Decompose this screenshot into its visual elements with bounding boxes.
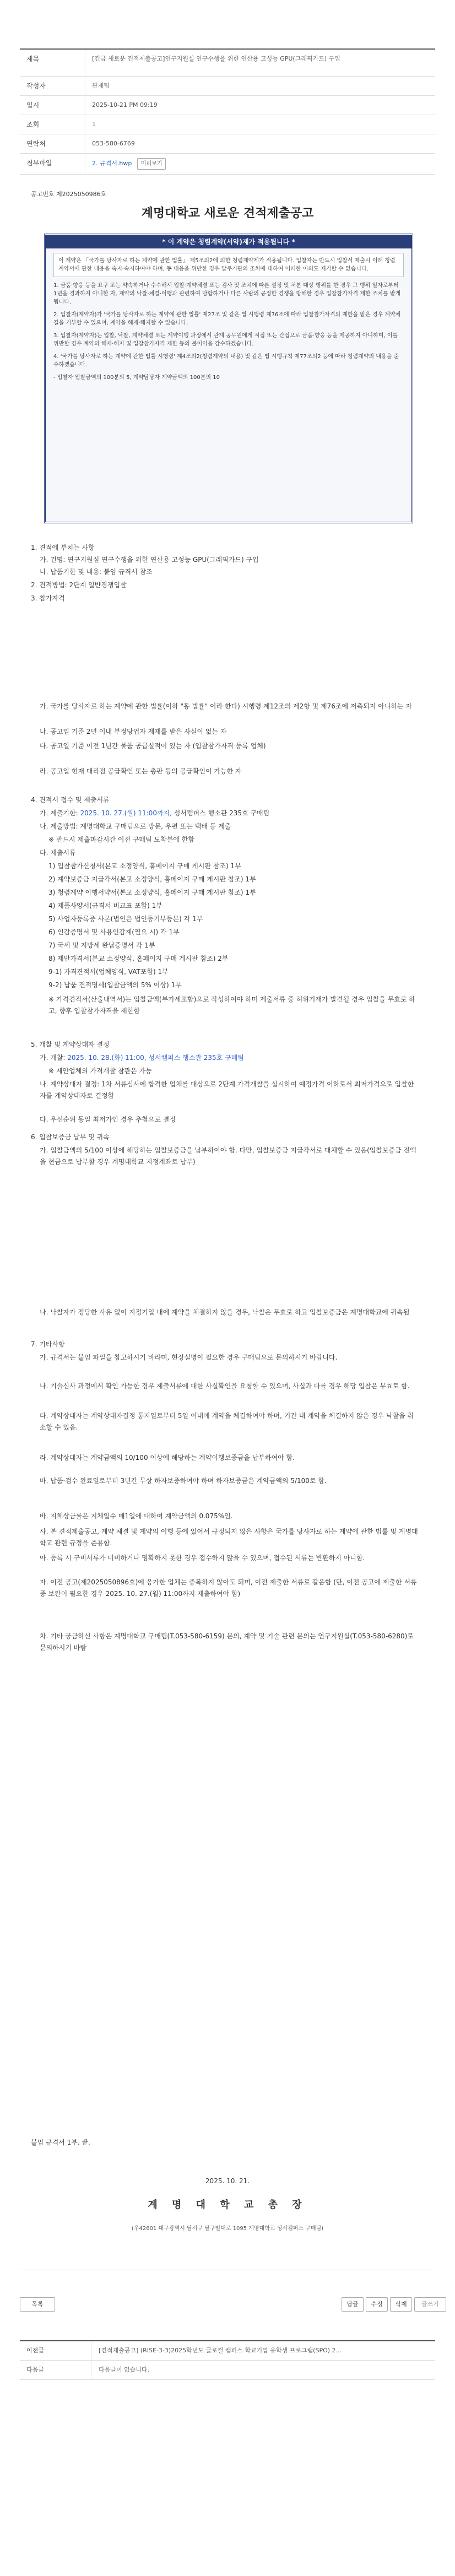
integrity-item: 2. 입찰자(계약자)가 '국가를 당사자로 하는 계약에 관한 법률' 제27조 및 같은 법 시행령 제76조에 따라 입찰참가자격의 제한을 받은 경우 계약체결을 거부할 수 있으며, 계약을 해제·해지할 수 있습니다. xyxy=(53,312,401,326)
attachment-link[interactable]: 2. 규격서.hwp xyxy=(92,160,132,167)
misc-item: 다. 계약상대자는 계약상대자결정 통지일로부터 5일 이내에 계약을 체결하여야 하며, 기간 내 계약을 체결하지 않은 경우 낙찰을 취소할 수 있음. xyxy=(40,1412,414,1431)
doc-item: 4) 제품사양서(규격서 비교표 포함) 1부 xyxy=(48,902,162,910)
section-1b: 나. 납품기한 및 내용: 붙임 규격서 참조 xyxy=(40,568,153,576)
section-3-heading: 3. 참가자격 xyxy=(31,594,65,602)
opening-label: 가. 개찰: xyxy=(40,1054,68,1062)
doc-item: 1) 입찰참가신청서(본교 소정양식, 홈페이지 구매 게시판 참조) 1부 xyxy=(48,862,241,870)
section-4c: 다. 제출서류 xyxy=(40,849,76,857)
list-button[interactable]: 목록 xyxy=(20,2297,55,2312)
post-meta-table xyxy=(20,48,435,175)
title-label: 제목 xyxy=(26,55,40,63)
section-2-heading: 2. 견적방법: 2단계 일반경쟁입찰 xyxy=(31,581,127,589)
author-label: 작성자 xyxy=(26,82,46,90)
section-4-note2: ※ 가격견적서(산출내역서)는 입찰금액(부가세포함)으로 작성하여야 하며 제출서류 중 허위기재가 발견될 경우 입찰을 무효로 하고, 향후 입찰참가자격을 제한함 xyxy=(48,995,415,1015)
doc-item: 8) 제안가격서(본교 소정양식, 홈페이지 구매 게시판 참조) 2부 xyxy=(48,955,229,962)
date-row xyxy=(20,96,435,115)
integrity-item: 3. 입찰자(계약자)는 입찰, 낙찰, 계약체결 또는 계약이행 과정에서 관계 공무원에게 직접 또는 간접으로 금품·향응 등을 제공하지 아니하며, 이를 위반할 경우 계약의 해제·해지 및 입찰참가자격 제한 등의 불이익을 감수하겠습니다. xyxy=(53,333,398,347)
section-6-heading: 6. 입찰보증금 납부 및 귀속 xyxy=(31,1133,110,1141)
next-post-label: 다음글 xyxy=(26,2366,44,2373)
doc-item: 9-1) 가격견적서(업체양식, VAT포함) 1부 xyxy=(48,968,169,976)
integrity-box-body xyxy=(46,248,411,382)
section-3a: 가. 국가를 당사자로 하는 계약에 관한 법률(이하 "동 법률" 이라 한다) 시행령 제12조의 제2항 및 제76조에 저촉되지 아니하는 자 xyxy=(40,702,412,710)
misc-item: 사. 본 견적제출공고, 계약 체결 및 계약의 이행 등에 있어서 규정되지 않은 사항은 국가를 당사자로 하는 계약에 관한 법률 및 계명대학교 관련 규정을 준용함. xyxy=(40,1528,418,1547)
misc-item: 아. 등록 시 구비서류가 미비하거나 명확하지 못한 경우 접수하지 않을 수 있으며, 접수된 서류는 반환하지 아니함. xyxy=(40,1554,365,1562)
section-1-heading: 1. 견적에 부치는 사항 xyxy=(31,544,95,551)
deadline-value: 2025. 10. 27.(월) 11:00까지, xyxy=(80,809,172,817)
misc-item: 바. 지체상금률은 지체일수 매1일에 대하여 계약금액의 0.075%임. xyxy=(40,1512,233,1520)
doc-item: 2) 계약보증금 지급각서(본교 소정양식, 홈페이지 구매 게시판 참조) 1부 xyxy=(48,875,256,883)
deadline-place: 성서캠퍼스 행소관 235호 구매팀 xyxy=(171,809,270,817)
delete-button[interactable]: 삭제 xyxy=(390,2297,412,2312)
prev-post-label: 이전글 xyxy=(26,2347,44,2354)
notice-number: 공고번호 제2025050986호 xyxy=(31,191,107,198)
title-row xyxy=(20,50,435,77)
author-value: 관재팀 xyxy=(85,77,435,95)
notice-date: 2025. 10. 21. xyxy=(205,2177,250,2185)
issuer-address: (우42601 대구광역시 달서구 달구벌대로 1095 계명대학교 성서캠퍼스 구매팀) xyxy=(131,2226,324,2232)
misc-item: 라. 계약상대자는 계약금액의 10/100 이상에 해당하는 계약이행보증금을 납부하여야 함. xyxy=(40,1454,295,1462)
doc-item: 6) 인감증명서 및 사용인감계(필요 시) 각 1부 xyxy=(48,928,180,936)
reply-button[interactable]: 답글 xyxy=(342,2297,364,2312)
notice-title: 계명대학교 새로운 견적제출공고 xyxy=(141,207,314,220)
deadline-label: 가. 제출기한: xyxy=(40,809,80,817)
next-post-value: 다음글이 없습니다. xyxy=(91,2361,435,2379)
next-post-row xyxy=(20,2361,435,2380)
integrity-item: 1. 금품·향응 등을 요구 또는 약속하거나 수수해서 입찰·계약체결 또는 검사 및 조치에 따른 설정 및 처분 대상 행위를 한 경우 그 행위 일자로부터 1년을 경과하지 아니한 자, 계약의 낙찰·체결·이행과 관련하여 담합하거나 다른 사람의 공정한 경쟁을 방해한 경우 입찰참가자격 제한 조치를 받게 됩니다. xyxy=(53,283,401,305)
section-5-note: ※ 제안업체의 가격개찰 참관은 가능 xyxy=(48,1067,152,1075)
section-5b: 나. 계약상대자 결정: 1차 서류심사에 합격한 업체를 대상으로 2단계 가격개찰을 실시하여 예정가격 이하로서 최저가격으로 입찰한 자를 계약상대자로 결정함 xyxy=(40,1080,414,1100)
misc-item: 마. 납품·검수 완료일로부터 3년간 무상 하자보증하여야 하며 하자보증금은 계약금액의 5/100로 함. xyxy=(40,1477,327,1485)
attachment-value xyxy=(85,154,435,174)
section-4a xyxy=(40,808,419,819)
opening-value: 2025. 10. 28.(화) 11:00, 성서캠퍼스 행소관 235호 구매팀 xyxy=(67,1054,244,1062)
misc-item: 가. 규격서는 붙임 파일을 참고하시기 바라며, 현장설명이 필요한 경우 구매팀으로 문의하시기 바랍니다. xyxy=(40,1354,338,1361)
section-4b: 나. 제출방법: 계명대학교 구매팀으로 방문, 우편 또는 택배 등 제출 xyxy=(40,822,231,830)
section-4-heading: 4. 견적서 접수 및 제출서류 xyxy=(31,796,110,804)
author-row xyxy=(20,77,435,96)
section-3b: 나. 공고일 기준 2년 이내 부정당업자 제재를 받은 사실이 없는 자 xyxy=(40,728,227,735)
doc-item: 5) 사업자등록증 사본(법인은 법인등기부등본) 각 1부 xyxy=(48,915,203,923)
integrity-box-heading: * 이 계약은 청렴계약(서약)제가 적용됩니다 * xyxy=(46,235,411,248)
section-6b: 나. 낙찰자가 정당한 사유 없이 지정기일 내에 계약을 체결하지 않을 경우, 낙찰은 무효로 하고 입찰보증금은 계명대학교에 귀속됨 xyxy=(40,1308,410,1316)
section-5c: 다. 우선순위 동일 최저가인 경우 추첨으로 결정 xyxy=(40,1116,176,1123)
section-7-heading: 7. 기타사항 xyxy=(31,1340,65,1348)
integrity-item: 4. '국가를 당사자로 하는 계약에 관한 법률 시행령' 제4조의2(청렴계약의 내용) 및 같은 법 시행규칙 제77조의2 등에 따라 청렴계약의 내용을 준수하겠습니다. xyxy=(53,354,399,368)
misc-item: 나. 기술심사 과정에서 확인 가능한 경우 제출서류에 대한 사실확인을 요청할 수 있으며, 사실과 다를 경우 해당 입찰은 무효로 함. xyxy=(40,1382,410,1390)
doc-item: 9-2) 납품 견적명세(입찰금액의 5% 이상) 1부 xyxy=(48,981,182,989)
doc-item: 7) 국세 및 지방세 완납증명서 각 1부 xyxy=(48,941,155,949)
write-button[interactable]: 글쓰기 xyxy=(414,2297,446,2312)
prev-post-row[interactable] xyxy=(20,2341,435,2361)
date-value: 2025-10-21 PM 09:19 xyxy=(85,96,435,115)
doc-item: 3) 청렴계약 이행서약서(본교 소정양식, 홈페이지 구매 게시판 참조) 1부 xyxy=(48,889,256,896)
integrity-contract-box xyxy=(44,234,413,523)
attachment-label: 첨부파일 xyxy=(26,159,52,167)
misc-item: 자. 이전 공고(제2025050896호)에 응가한 업체는 중복하지 않아도 되며, 이전 제출한 서류로 갈음함 (단, 이전 공고에 제출한 서류 중 보완이 필요한 경우 2025. 10. 27.(월) 11:00까지 제출하여야 함) xyxy=(40,1578,417,1598)
phone-label: 연락처 xyxy=(26,140,46,148)
issuer-signature: 계 명 대 학 교 총 장 xyxy=(148,2199,307,2211)
date-label: 일시 xyxy=(26,101,40,109)
phone-value: 053-580-6769 xyxy=(85,134,435,153)
section-5a xyxy=(40,1052,419,1064)
post-navigation xyxy=(20,2340,435,2380)
section-3d: 라. 공고일 현재 대리점 공급확인 또는 총판 등의 공급확인이 가능한 자 xyxy=(40,767,242,775)
section-6a: 가. 입찰금액의 5/100 이상에 해당하는 입찰보증금을 납부하여야 함. 다만, 입찰보증금 지급각서로 대체할 수 있음(입찰보증금 전액을 현금으로 납부할 경우 계명대학교 지정계좌로 납부) xyxy=(40,1146,416,1166)
views-row xyxy=(20,115,435,134)
section-5-heading: 5. 개찰 및 계약상대자 결정 xyxy=(31,1041,110,1048)
title-value: [긴급 새로운 견적제출공고]연구지원실 연구수행을 위한 연산용 고성능 GPU(그래픽카드) 구입 xyxy=(85,50,435,76)
preview-button[interactable]: 미리보기 xyxy=(137,158,166,170)
edit-button[interactable]: 수정 xyxy=(366,2297,388,2312)
misc-item: 차. 기타 궁금하신 사항은 계명대학교 구매팀(T.053-580-6159) 문의, 계약 및 기술 관련 문의는 연구지원실(T.053-580-6280)로 문의하시기 바람 xyxy=(40,1632,414,1652)
integrity-intro: 이 계약은 「국가를 당사자로 하는 계약에 관한 법률」 제5조의2에 의한 청렴계약제가 적용됩니다. 입찰자는 반드시 입찰서 제출시 이래 청렴계약서에 관한 내용을 숙지·숙지하여야 하며, 동 내용을 위반한 경우 발주기관의 조치에 대하여 어떠한 이의도 제기할 수 없습니다. xyxy=(53,253,404,277)
views-label: 조회 xyxy=(26,121,40,128)
section-4-note: ※ 반드시 제출마감시간 이전 구매팀 도착분에 한함 xyxy=(48,836,194,843)
section-3c: 다. 공고일 기준 이전 1년간 물품 공급실적이 있는 자 (입찰참가자격 등록 업체) xyxy=(40,742,266,750)
attachment-row xyxy=(20,154,435,175)
prev-post-link[interactable]: [견적제출공고] (RISE-3-3)2025학년도 글로컬 캠퍼스 학교기업 유학생 프로그램(SPO) 2... xyxy=(91,2341,435,2360)
integrity-item: - 입찰자 입찰금액의 100분의 5, 계약담당자 계약금액의 100분의 10 xyxy=(53,375,220,381)
attachment-note: 붙임 규격서 1부. 끝. xyxy=(31,2139,90,2146)
section-1a: 가. 건명: 연구지원실 연구수행을 위한 연산용 고성능 GPU(그래픽카드) 구입 xyxy=(40,556,259,564)
phone-row xyxy=(20,134,435,154)
views-value: 1 xyxy=(85,115,435,134)
